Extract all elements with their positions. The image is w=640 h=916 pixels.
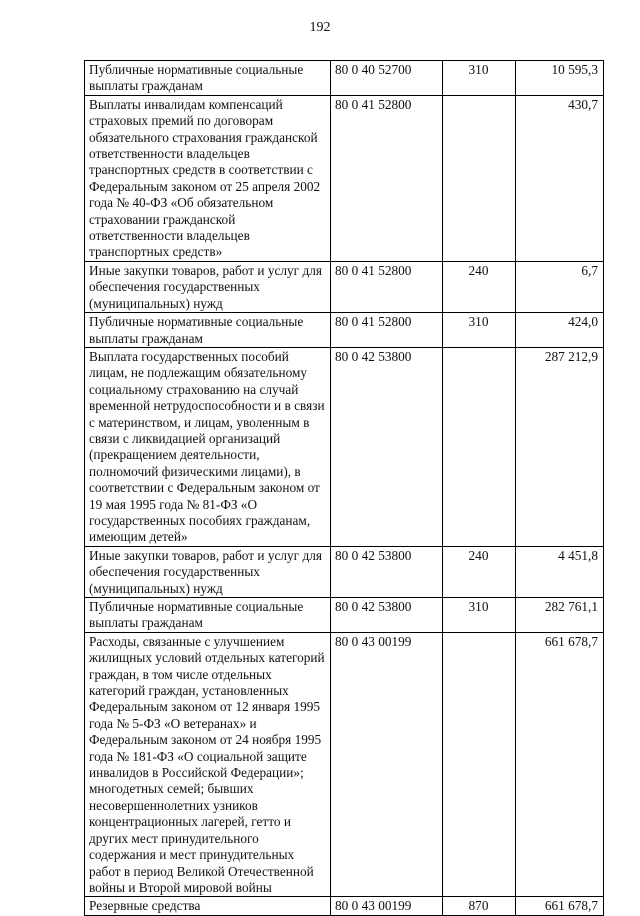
row-expense-type bbox=[443, 95, 516, 261]
row-expense-type: 310 bbox=[443, 598, 516, 633]
row-amount: 424,0 bbox=[516, 313, 604, 348]
row-name: Расходы, связанные с улучшением жилищных условий отдельных категорий граждан, в том числе отдельных категорий граждан, установленных Федеральным законом от 12 января 1995 года № 5-ФЗ «О ветеранах» и Федеральным законом от 24 ноября 1995 года № 181-ФЗ «О социальной защите инвалидов в Российской Федерации»; многодетных семей; бывших несовершеннолетних узников концентрационных лагерей, гетто и других мест принудительного содержания и мест принудительных работ в период Великой Отечественной войны и Второй мировой войны bbox=[85, 632, 331, 897]
row-name: Выплата государственных пособий лицам, не подлежащим обязательному социальному страхованию на случай временной нетрудоспособности и в связи с материнством, и лицам, уволенным в связи с ликвидацией организаций (прекращением деятельности, полномочий физическими лицами), в соответствии с Федеральным законом от 19 мая 1995 года № 81-ФЗ «О государственных пособиях гражданам, имеющим детей» bbox=[85, 347, 331, 546]
row-expense-type: 240 bbox=[443, 546, 516, 597]
table-row bbox=[85, 897, 604, 915]
row-name: Иные закупки товаров, работ и услуг для обеспечения государственных (муниципальных) нужд bbox=[85, 546, 331, 597]
page-number: 192 bbox=[309, 20, 331, 35]
table-row bbox=[85, 598, 604, 633]
row-amount: 10 595,3 bbox=[516, 61, 604, 96]
row-name: Публичные нормативные социальные выплаты гражданам bbox=[85, 61, 331, 96]
row-code: 80 0 41 52800 bbox=[331, 95, 443, 261]
row-name: Иные закупки товаров, работ и услуг для обеспечения государственных (муниципальных) нужд bbox=[85, 261, 331, 312]
row-expense-type bbox=[443, 632, 516, 897]
row-amount: 4 451,8 bbox=[516, 546, 604, 597]
table-row bbox=[85, 61, 604, 96]
row-code: 80 0 42 53800 bbox=[331, 546, 443, 597]
row-amount: 661 678,7 bbox=[516, 897, 604, 915]
row-code: 80 0 41 52800 bbox=[331, 261, 443, 312]
row-expense-type: 240 bbox=[443, 261, 516, 312]
row-code: 80 0 43 00199 bbox=[331, 897, 443, 915]
table-row bbox=[85, 95, 604, 261]
row-name: Выплаты инвалидам компенсаций страховых премий по договорам обязательного страхования гражданской ответственности владельцев транспортных средств в соответствии с Федеральным законом от 25 апреля 2002 года № 40-ФЗ «Об обязательном страховании гражданской ответственности владельцев транспортных средств» bbox=[85, 95, 331, 261]
row-amount: 6,7 bbox=[516, 261, 604, 312]
row-expense-type bbox=[443, 347, 516, 546]
row-amount: 661 678,7 bbox=[516, 632, 604, 897]
row-name: Публичные нормативные социальные выплаты гражданам bbox=[85, 598, 331, 633]
row-code: 80 0 40 52700 bbox=[331, 61, 443, 96]
row-code: 80 0 42 53800 bbox=[331, 598, 443, 633]
table-row bbox=[85, 632, 604, 897]
table-row bbox=[85, 546, 604, 597]
row-code: 80 0 42 53800 bbox=[331, 347, 443, 546]
table-row bbox=[85, 347, 604, 546]
row-expense-type: 310 bbox=[443, 313, 516, 348]
row-amount: 430,7 bbox=[516, 95, 604, 261]
row-amount: 282 761,1 bbox=[516, 598, 604, 633]
row-expense-type: 310 bbox=[443, 61, 516, 96]
table-row bbox=[85, 261, 604, 312]
row-name: Публичные нормативные социальные выплаты гражданам bbox=[85, 313, 331, 348]
row-name: Резервные средства bbox=[85, 897, 331, 915]
row-expense-type: 870 bbox=[443, 897, 516, 915]
row-amount: 287 212,9 bbox=[516, 347, 604, 546]
table-row bbox=[85, 313, 604, 348]
row-code: 80 0 41 52800 bbox=[331, 313, 443, 348]
row-code: 80 0 43 00199 bbox=[331, 632, 443, 897]
budget-table bbox=[84, 60, 604, 916]
